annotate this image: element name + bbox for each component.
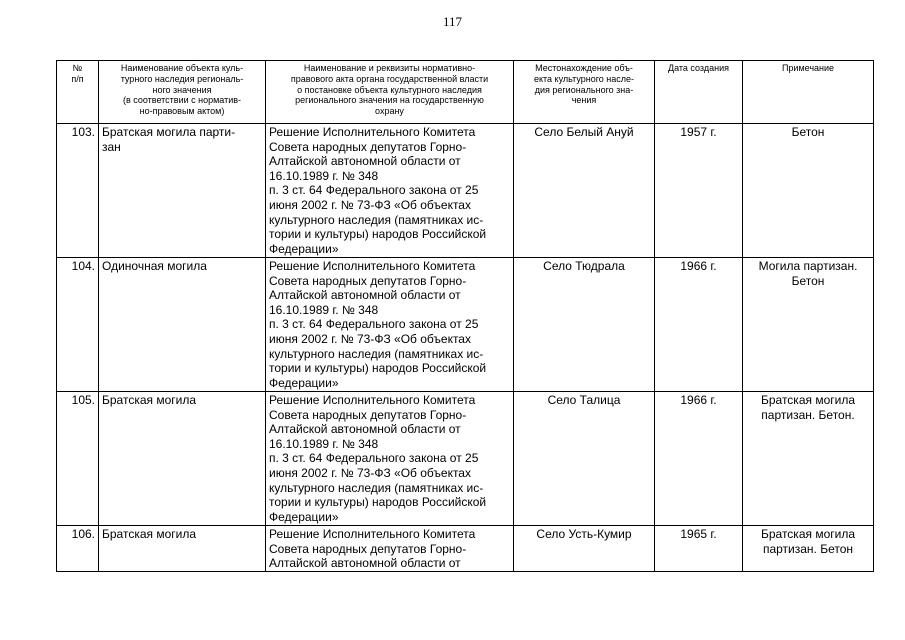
header-legal-act: Наименование и реквизиты нормативно- правового акта органа государственной власти о постановке объекта культурного наследия регионального значения на государственную охрану bbox=[266, 61, 514, 124]
row-object-name: Братская могила парти- зан bbox=[99, 124, 266, 258]
row-num: 104. bbox=[57, 258, 99, 392]
row-legal-act: Решение Исполнительного Комитета Совета народных депутатов Горно- Алтайской автономной области от bbox=[266, 526, 514, 572]
table-row bbox=[57, 526, 874, 572]
row-note: Могила партизан. Бетон bbox=[743, 258, 874, 392]
row-num: 105. bbox=[57, 392, 99, 526]
heritage-registry-table bbox=[56, 60, 874, 572]
row-num: 103. bbox=[57, 124, 99, 258]
header-location: Местонахождение объ- екта культурного насле- дия регионального зна- чения bbox=[514, 61, 655, 124]
row-note: Братская могила партизан. Бетон bbox=[743, 526, 874, 572]
row-object-name: Одиночная могила bbox=[99, 258, 266, 392]
table-header-row bbox=[57, 61, 874, 124]
row-location: Село Талица bbox=[514, 392, 655, 526]
row-object-name: Братская могила bbox=[99, 526, 266, 572]
row-note: Бетон bbox=[743, 124, 874, 258]
row-note: Братская могила партизан. Бетон. bbox=[743, 392, 874, 526]
row-location: Село Белый Ануй bbox=[514, 124, 655, 258]
row-creation-date: 1966 г. bbox=[655, 392, 743, 526]
row-creation-date: 1966 г. bbox=[655, 258, 743, 392]
table-row bbox=[57, 124, 874, 258]
row-legal-act: Решение Исполнительного Комитета Совета народных депутатов Горно- Алтайской автономной области от 16.10.1989 г. № 348 п. 3 ст. 64 Федерального закона от 25 июня 2002 г. № 73-ФЗ «Об объектах культурного наследия (памятниках ис- тории и культуры) народов Российской Федерации» bbox=[266, 392, 514, 526]
header-note: Примечание bbox=[743, 61, 874, 124]
row-object-name: Братская могила bbox=[99, 392, 266, 526]
row-creation-date: 1965 г. bbox=[655, 526, 743, 572]
row-creation-date: 1957 г. bbox=[655, 124, 743, 258]
row-location: Село Усть-Кумир bbox=[514, 526, 655, 572]
table-row bbox=[57, 258, 874, 392]
header-creation-date: Дата создания bbox=[655, 61, 743, 124]
row-legal-act: Решение Исполнительного Комитета Совета народных депутатов Горно- Алтайской автономной области от 16.10.1989 г. № 348 п. 3 ст. 64 Федерального закона от 25 июня 2002 г. № 73-ФЗ «Об объектах культурного наследия (памятниках ис- тории и культуры) народов Российской Федерации» bbox=[266, 258, 514, 392]
row-location: Село Тюдрала bbox=[514, 258, 655, 392]
header-num: № п/п bbox=[57, 61, 99, 124]
row-legal-act: Решение Исполнительного Комитета Совета народных депутатов Горно- Алтайской автономной области от 16.10.1989 г. № 348 п. 3 ст. 64 Федерального закона от 25 июня 2002 г. № 73-ФЗ «Об объектах культурного наследия (памятниках ис- тории и культуры) народов Российской Федерации» bbox=[266, 124, 514, 258]
row-num: 106. bbox=[57, 526, 99, 572]
table-row bbox=[57, 392, 874, 526]
header-object-name: Наименование объекта куль- турного наследия региональ- ного значения (в соответствии с норматив- но-правовым актом) bbox=[99, 61, 266, 124]
page-number: 117 bbox=[442, 14, 463, 29]
